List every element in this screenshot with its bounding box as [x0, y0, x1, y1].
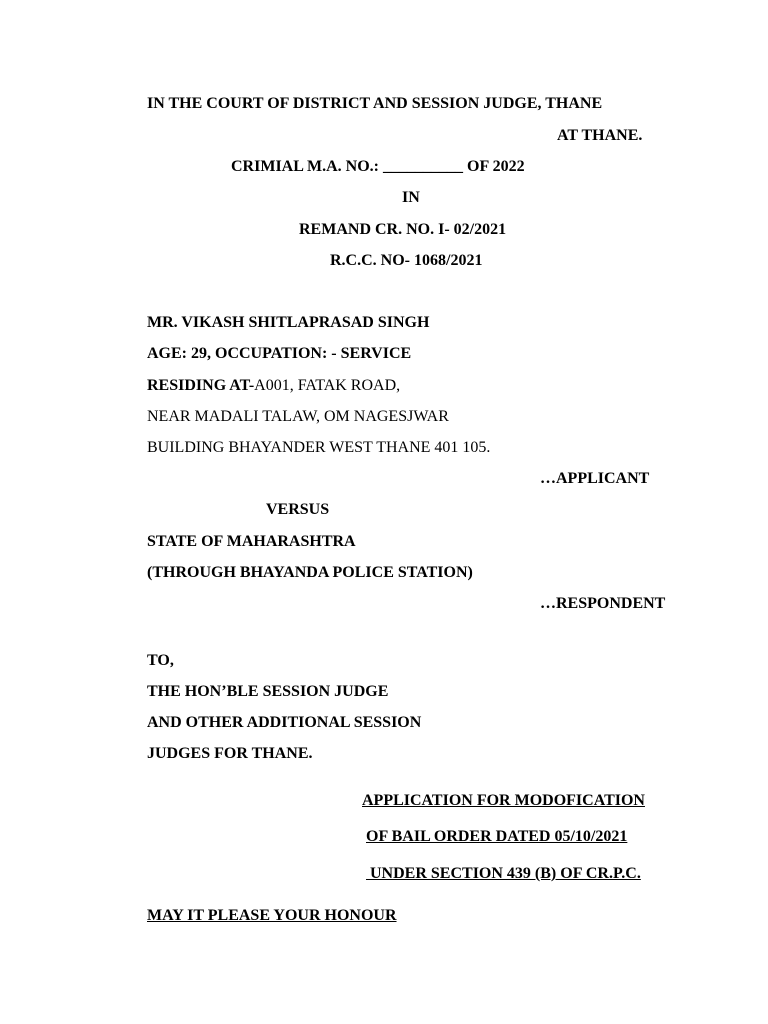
in-label: IN	[402, 189, 420, 206]
residing-label: RESIDING AT-	[147, 377, 255, 394]
applicant-role: …APPLICANT	[540, 470, 650, 487]
ma-number: CRIMIAL M.A. NO.: __________ OF 2022	[231, 158, 525, 175]
applicant-residence	[147, 376, 400, 396]
addressee-line-2: AND OTHER ADDITIONAL SESSION	[147, 714, 422, 731]
versus-label: VERSUS	[266, 501, 330, 518]
address-line-3: BUILDING BHAYANDER WEST THANE 401 105.	[147, 439, 491, 456]
applicant-name: MR. VIKASH SHITLAPRASAD SINGH	[147, 314, 430, 331]
address-line-1: A001, FATAK ROAD,	[254, 377, 401, 394]
rcc-number: R.C.C. NO- 1068/2021	[330, 252, 483, 269]
remand-number: REMAND CR. NO. I- 02/2021	[299, 221, 507, 238]
addressee-line-1: THE HON’BLE SESSION JUDGE	[147, 683, 389, 700]
respondent-role: …RESPONDENT	[540, 595, 666, 612]
salutation: MAY IT PLEASE YOUR HONOUR	[147, 907, 397, 924]
respondent-through: (THROUGH BHAYANDA POLICE STATION)	[147, 564, 473, 581]
subject-line-3: UNDER SECTION 439 (B) OF CR.P.C.	[366, 865, 641, 882]
addressee-to: TO,	[147, 652, 174, 669]
address-line-2: NEAR MADALI TALAW, OM NAGESJWAR	[147, 408, 449, 425]
addressee-line-3: JUDGES FOR THANE.	[147, 745, 313, 762]
applicant-age-occupation: AGE: 29, OCCUPATION: - SERVICE	[147, 345, 412, 362]
court-title: IN THE COURT OF DISTRICT AND SESSION JUDGE, THANE	[147, 95, 603, 112]
court-place: AT THANE.	[557, 127, 643, 144]
respondent-name: STATE OF MAHARASHTRA	[147, 533, 356, 550]
subject-line-1: APPLICATION FOR MODOFICATION	[362, 792, 645, 809]
subject-line-2: OF BAIL ORDER DATED 05/10/2021	[366, 828, 628, 845]
